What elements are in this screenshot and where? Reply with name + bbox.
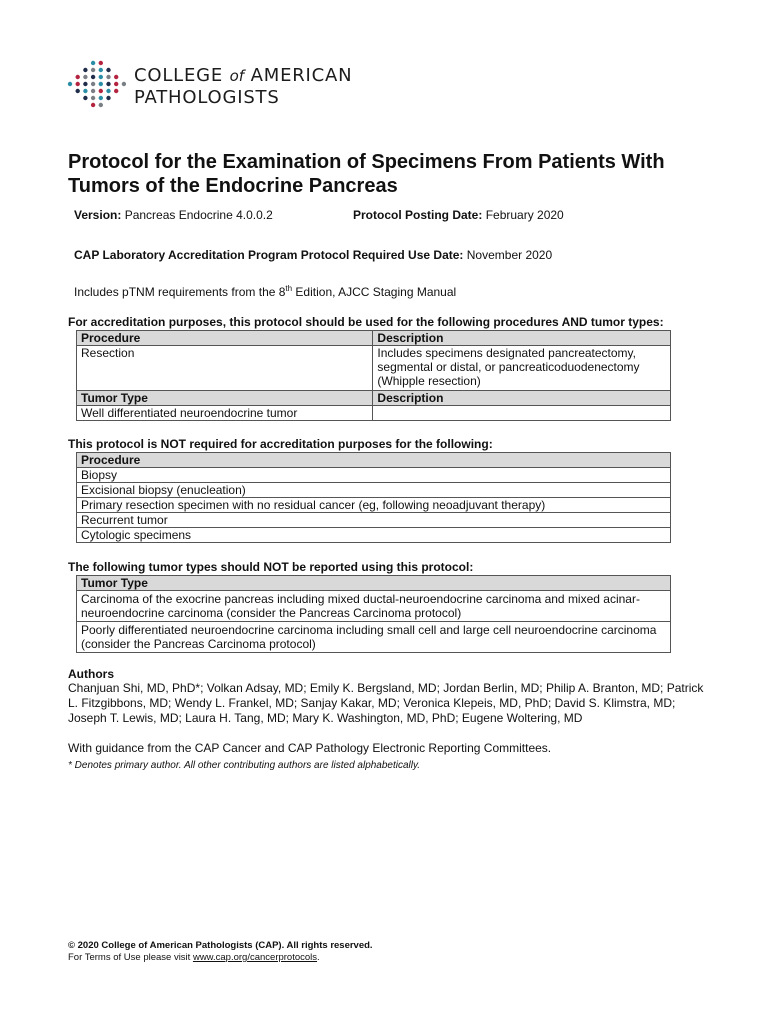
list-item: Biopsy bbox=[77, 468, 671, 483]
table-row bbox=[77, 468, 671, 483]
logo-dot bbox=[99, 75, 103, 79]
guidance-text: With guidance from the CAP Cancer and CAP Pathology Electronic Reporting Committees. bbox=[68, 741, 552, 755]
table-row bbox=[77, 622, 671, 653]
primary-author-note: * Denotes primary author. All other contributing authors are listed alphabetically. bbox=[68, 760, 421, 771]
logo-dot bbox=[83, 75, 87, 79]
list-item: Carcinoma of the exocrine pancreas including mixed ductal-neuroendocrine carcinoma and mixed acinar-neuroendocrine carcinoma (consider the Pancreas Carcinoma protocol) bbox=[77, 591, 671, 622]
logo-dot bbox=[99, 103, 103, 107]
not-required-table bbox=[76, 452, 671, 543]
logo-dot bbox=[114, 89, 118, 93]
logo-dot bbox=[91, 61, 95, 65]
authors-list: Chanjuan Shi, MD, PhD*; Volkan Adsay, MD; Emily K. Bergsland, MD; Jordan Berlin, MD; Philip A. Branton, MD; Patrick L. Fitzgibbons, MD; Wendy L. Frankel, MD; Sanjay Kakar, MD; Veronica Klepeis, MD, PhD; David S. Klimstra, MD; Joseph T. Lewis, MD; Laura H. Tang, MD; Mary K. Washington, MD, PhD; Eugene Woltering, MD bbox=[68, 681, 704, 725]
logo-text-pathologists: PATHOLOGISTS bbox=[134, 87, 280, 108]
logo-dot bbox=[91, 96, 95, 100]
ptnm-line bbox=[74, 285, 456, 299]
logo-dot bbox=[106, 75, 110, 79]
table-row bbox=[77, 528, 671, 543]
tumor-type-header: Tumor Type bbox=[77, 391, 373, 406]
required-date-line bbox=[74, 248, 552, 262]
copyright-text: © 2020 College of American Pathologists (CAP). All rights reserved. bbox=[68, 940, 373, 951]
logo-dot bbox=[83, 96, 87, 100]
logo-dot bbox=[106, 89, 110, 93]
accreditation-table bbox=[76, 330, 671, 421]
logo-text-of: of bbox=[229, 67, 245, 85]
logo-dot bbox=[114, 75, 118, 79]
logo-text-college: COLLEGE bbox=[134, 65, 224, 86]
logo-dot bbox=[91, 103, 95, 107]
list-item: Excisional biopsy (enucleation) bbox=[77, 483, 671, 498]
logo-dot bbox=[106, 82, 110, 86]
table-row bbox=[77, 591, 671, 622]
logo-dot bbox=[76, 75, 80, 79]
required-date-value: November 2020 bbox=[466, 248, 553, 262]
table-row bbox=[77, 513, 671, 528]
table-row bbox=[77, 453, 671, 468]
logo-dot bbox=[91, 68, 95, 72]
logo-dot bbox=[106, 96, 110, 100]
not-required-header: Procedure bbox=[77, 453, 671, 468]
version-line bbox=[74, 208, 273, 222]
procedure-description-cell: Includes specimens designated pancreatectomy, segmental or distal, or pancreaticoduodenectomy (Whipple resection) bbox=[373, 346, 671, 391]
terms-link[interactable]: www.cap.org/cancerprotocols bbox=[192, 952, 318, 963]
terms-text: For Terms of Use please visit bbox=[68, 952, 193, 963]
logo-dot bbox=[99, 82, 103, 86]
table-row bbox=[77, 498, 671, 513]
table-row bbox=[77, 346, 671, 391]
terms-line bbox=[68, 952, 320, 964]
version-value: Pancreas Endocrine 4.0.0.2 bbox=[124, 208, 273, 222]
posting-date-label: Protocol Posting Date: bbox=[353, 208, 483, 222]
logo-dot bbox=[83, 82, 87, 86]
cap-logo-mark-icon bbox=[66, 59, 128, 109]
ptnm-text-after: Edition, AJCC Staging Manual bbox=[292, 285, 457, 299]
posting-date-line bbox=[353, 208, 564, 222]
tumor-description-cell bbox=[373, 406, 671, 421]
procedure-cell: Resection bbox=[77, 346, 373, 391]
list-item: Cytologic specimens bbox=[77, 528, 671, 543]
logo-dot bbox=[91, 75, 95, 79]
terms-period: . bbox=[317, 952, 320, 963]
table-row bbox=[77, 576, 671, 591]
logo-dot bbox=[106, 68, 110, 72]
logo-dot bbox=[91, 82, 95, 86]
ptnm-superscript: th bbox=[285, 284, 293, 293]
table-row bbox=[77, 391, 671, 406]
logo-text-line1 bbox=[134, 66, 352, 86]
list-item: Poorly differentiated neuroendocrine carcinoma including small cell and large cell neuroendocrine carcinoma (consider the Pancreas Carcinoma protocol) bbox=[77, 622, 671, 653]
logo-dot bbox=[99, 61, 103, 65]
table-row bbox=[77, 406, 671, 421]
ptnm-text-before: Includes pTNM requirements from the 8 bbox=[74, 285, 286, 299]
logo-dot bbox=[91, 89, 95, 93]
logo-dot bbox=[99, 96, 103, 100]
accreditation-heading: For accreditation purposes, this protocol should be used for the following procedures AND tumor types: bbox=[68, 315, 664, 329]
not-reported-table bbox=[76, 575, 671, 653]
posting-date-value: February 2020 bbox=[485, 208, 564, 222]
logo-dot bbox=[76, 89, 80, 93]
not-reported-heading: The following tumor types should NOT be reported using this protocol: bbox=[68, 560, 474, 574]
description-header: Description bbox=[373, 331, 671, 346]
not-required-heading: This protocol is NOT required for accreditation purposes for the following: bbox=[68, 437, 493, 451]
authors-heading: Authors bbox=[68, 667, 114, 681]
procedure-header: Procedure bbox=[77, 331, 373, 346]
logo-dot bbox=[99, 68, 103, 72]
logo-dot bbox=[76, 82, 80, 86]
not-reported-header: Tumor Type bbox=[77, 576, 671, 591]
table-row bbox=[77, 483, 671, 498]
list-item: Recurrent tumor bbox=[77, 513, 671, 528]
logo-dot bbox=[83, 68, 87, 72]
list-item: Primary resection specimen with no residual cancer (eg, following neoadjuvant therapy) bbox=[77, 498, 671, 513]
logo-dot bbox=[83, 89, 87, 93]
logo-dot bbox=[122, 82, 126, 86]
logo-dot bbox=[99, 89, 103, 93]
required-date-label: CAP Laboratory Accreditation Program Protocol Required Use Date: bbox=[74, 248, 464, 262]
table-row bbox=[77, 331, 671, 346]
logo-text-american: AMERICAN bbox=[250, 65, 353, 86]
tumor-type-cell: Well differentiated neuroendocrine tumor bbox=[77, 406, 373, 421]
version-label: Version: bbox=[74, 208, 122, 222]
tumor-description-header: Description bbox=[373, 391, 671, 406]
logo-dot bbox=[114, 82, 118, 86]
logo-dot bbox=[68, 82, 72, 86]
page-title: Protocol for the Examination of Specimens From Patients With Tumors of the Endocrine Pancreas bbox=[68, 151, 665, 197]
